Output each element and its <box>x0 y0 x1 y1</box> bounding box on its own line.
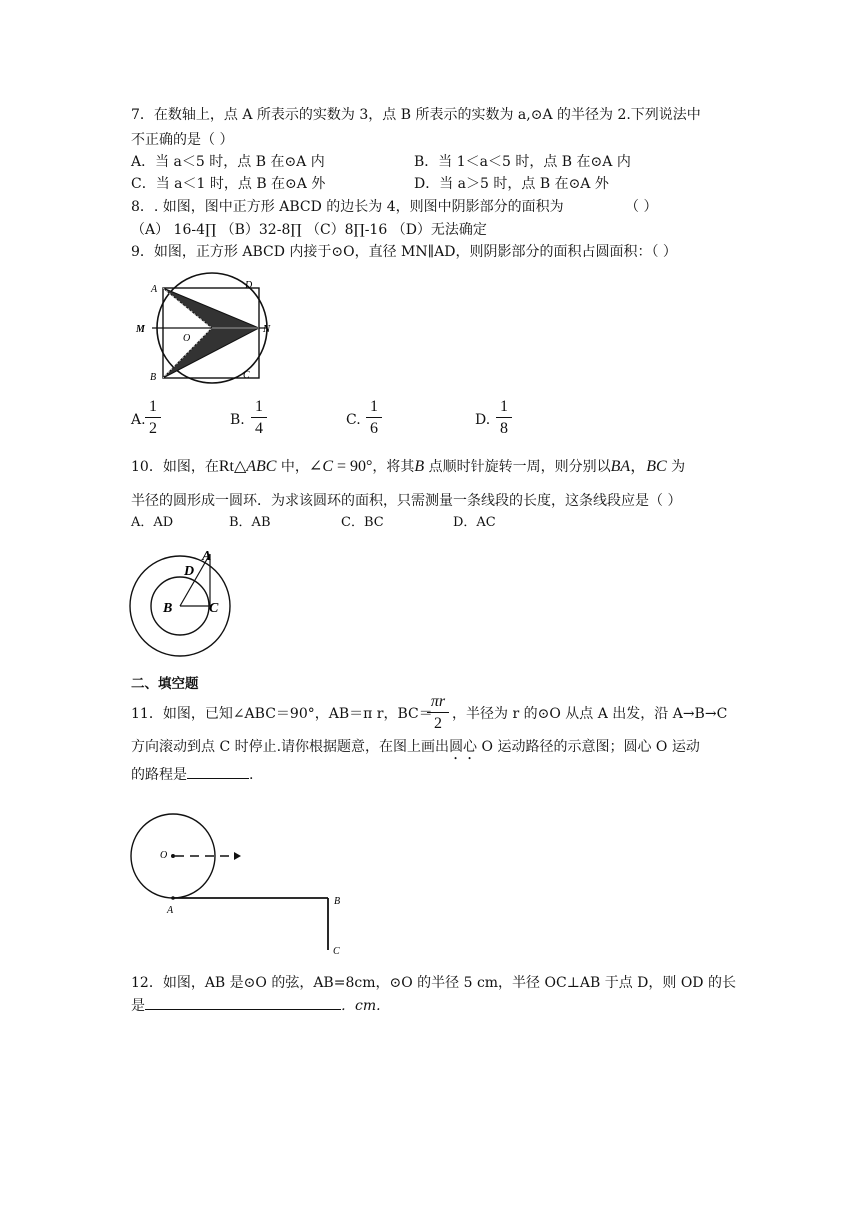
text: 方向滚动到点 C 时停止.请你根据题意，在图上画出 <box>131 739 450 755</box>
q10-stem-line1 <box>131 457 685 476</box>
text: ．cm. <box>341 998 381 1014</box>
numerator: 1 <box>255 398 263 415</box>
q8-options: （A） 16-4∏ （B）32-8∏ （C）8∏-16 （D）无法确定 <box>131 222 487 238</box>
q9-label-n: N <box>263 324 271 335</box>
q12-stem-line2 <box>131 997 381 1015</box>
segment-ba: BA <box>610 458 631 475</box>
text: 10．如图，在 <box>131 459 219 475</box>
q11-stem-line2 <box>131 738 700 763</box>
q9-figure <box>133 270 273 390</box>
denominator: 2 <box>149 420 157 437</box>
q8-stem: 8．. 如图，图中正方形 ABCD 的边长为 4，则图中阴影部分的面积为 <box>131 199 564 215</box>
q11-label-o: O <box>160 850 168 861</box>
numerator: 1 <box>370 398 378 415</box>
q7-stem-line2: 不正确的是（ ） <box>131 132 234 148</box>
denominator: 4 <box>255 420 263 437</box>
q10-option-a: A．AD <box>131 515 174 530</box>
q11-stem-line3 <box>131 766 253 784</box>
emphasized-text: 圆心 <box>449 739 478 755</box>
q9-label-d: D <box>245 280 253 291</box>
rt-triangle: Rt△ <box>218 458 247 475</box>
q9-option-c-label: C. <box>346 412 361 428</box>
point-b: B <box>414 458 425 475</box>
q9-label-m: M <box>136 324 145 335</box>
numerator: 1 <box>149 398 157 415</box>
q9-option-c-fraction <box>366 398 382 438</box>
numerator: 1 <box>500 398 508 415</box>
q7-option-b: B．当 1＜a＜5 时，点 B 在⊙A 内 <box>414 154 631 170</box>
q9-option-a-fraction <box>145 398 161 438</box>
q11-figure <box>130 812 360 960</box>
q10-option-b: B．AB <box>229 515 271 530</box>
triangle-name: ABC <box>246 458 277 475</box>
q11-answer-blank[interactable] <box>187 766 249 779</box>
q10-label-a: A <box>202 549 212 564</box>
q9-option-b-label: B. <box>230 412 245 428</box>
q10-label-b: B <box>163 601 173 616</box>
q9-option-b-fraction <box>251 398 267 438</box>
text: 中， <box>276 459 309 475</box>
q11-stem-line1-part1: 11．如图，已知∠ABC＝90°，AB＝π r，BC＝ <box>131 706 433 722</box>
q7-stem-line1: 7．在数轴上，点 A 所表示的实数为 3，点 B 所表示的实数为 a,⊙A 的半径为 2.下列说法中 <box>131 107 701 123</box>
q10-figure <box>128 545 238 660</box>
text: 点顺时针旋转一周，则分别以 <box>424 459 611 475</box>
q7-option-c: C．当 a＜1 时，点 B 在⊙A 外 <box>131 176 326 192</box>
q10-stem-line2: 半径的圆形成一圆环．为求该圆环的面积，只需测量一条线段的长度，这条线段应是（ ） <box>131 493 682 509</box>
angle-symbol: ∠ <box>308 456 323 475</box>
text: . <box>249 767 254 783</box>
q9-label-a: A <box>151 284 158 295</box>
q9-option-d-label: D. <box>475 412 491 428</box>
q8-answer-paren: （ ） <box>625 199 658 215</box>
text: 是 <box>131 998 145 1014</box>
denominator: 8 <box>500 420 508 437</box>
text: 为 <box>666 459 686 475</box>
q11-label-b: B <box>334 896 341 907</box>
q7-option-d: D．当 a＞5 时，点 B 在⊙A 外 <box>414 176 609 192</box>
q12-stem-line1: 12．如图，AB 是⊙O 的弦，AB=8cm，⊙O 的半径 5 cm，半径 OC⊥AB 于点 D，则 OD 的长 <box>131 975 736 991</box>
segment-bc: BC <box>646 458 667 475</box>
q9-stem: 9．如图，正方形 ABCD 内接于⊙O，直径 MN∥AD，则阴影部分的面积占圆面积：（ ） <box>131 244 677 260</box>
q9-option-d-fraction <box>496 398 512 438</box>
q7-option-a: A．当 a＜5 时，点 B 在⊙A 内 <box>131 154 325 170</box>
q10-label-d: D <box>184 564 195 579</box>
q10-label-c: C <box>209 601 219 616</box>
text: ， <box>630 458 647 475</box>
text: 的路程是 <box>131 767 187 783</box>
q12-answer-blank[interactable] <box>145 997 341 1010</box>
text: ，将其 <box>372 459 415 475</box>
text: O 运动路径的示意图；圆心 O 运动 <box>477 739 700 755</box>
q11-stem-line1-part2: ，半径为 r 的⊙O 从点 A 出发，沿 A→B→C <box>452 706 728 722</box>
q10-option-c: C．BC <box>341 515 384 530</box>
q11-label-c: C <box>333 946 340 957</box>
numerator: πr <box>430 693 446 710</box>
q9-label-o: O <box>183 333 191 344</box>
angle-vertex: C <box>322 458 333 475</box>
q9-label-c: C <box>243 370 250 381</box>
q9-label-b: B <box>150 372 157 383</box>
q11-bc-fraction <box>427 693 449 733</box>
angle-value: = 90° <box>333 458 373 475</box>
q10-option-d: D．AC <box>453 515 496 530</box>
section-heading-fill-blank: 二、填空题 <box>131 676 199 692</box>
q11-label-a: A <box>167 905 174 916</box>
q9-option-a-label: A. <box>131 412 146 428</box>
denominator: 6 <box>370 420 378 437</box>
denominator: 2 <box>434 715 442 732</box>
